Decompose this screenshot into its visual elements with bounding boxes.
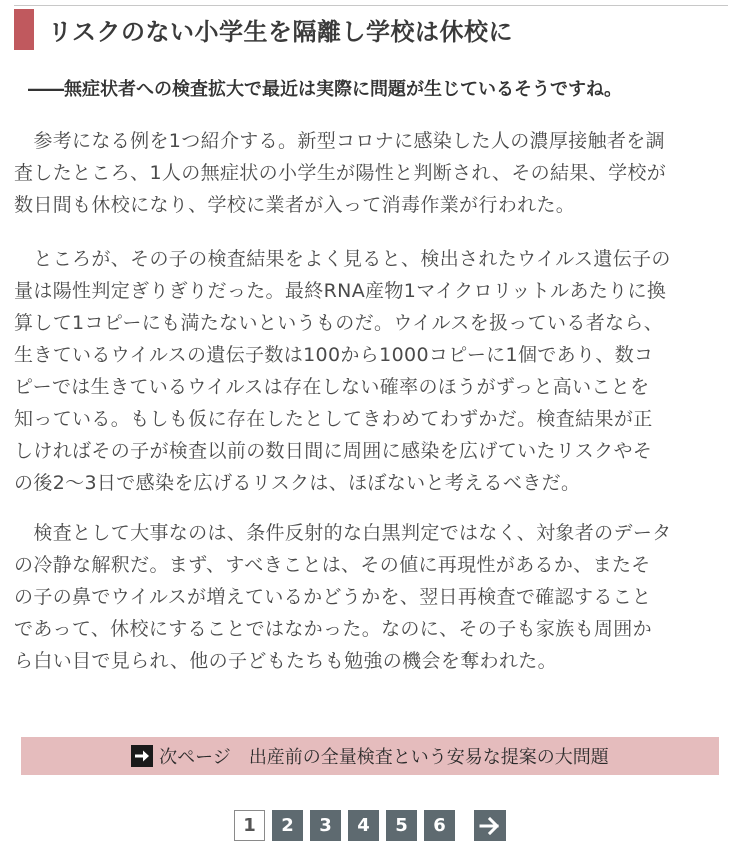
- paragraph-line: であって、休校にすることではなかった。なのに、その子も家族も周囲か: [14, 618, 652, 640]
- paragraph-line: 検査として大事なのは、条件反射的な白黒判定ではなく、対象者のデータ: [14, 522, 672, 544]
- paragraph-line: 数日間も休校になり、学校に業者が入って消毒作業が行われた。: [14, 194, 576, 216]
- paragraph-2: [14, 243, 728, 499]
- section-heading: [14, 9, 728, 50]
- next-page-title: 出産前の全量検査という安易な提案の大問題: [248, 747, 609, 768]
- paragraph-3: [14, 517, 728, 677]
- interview-question: ――無症状者への検査拡大で最近は実際に問題が生じているそうですね。: [28, 79, 622, 100]
- paragraph-line: の冷静な解釈だ。まず、すべきことは、その値に再現性があるか、またそ: [14, 554, 651, 576]
- pagination-next-button[interactable]: [474, 810, 506, 841]
- page-4-link[interactable]: 4: [348, 810, 379, 841]
- paragraph-line: の後2～3日で感染を広げるリスクは、ほぼないと考えるべきだ。: [14, 472, 581, 494]
- next-page-link[interactable]: [21, 737, 719, 775]
- next-page-label: [159, 743, 609, 769]
- paragraph-line: 算して1コピーにも満たないというものだ。ウイルスを扱っている者なら、: [14, 312, 664, 334]
- page-2-link[interactable]: 2: [272, 810, 303, 841]
- top-divider: [14, 5, 728, 6]
- pagination: [0, 810, 742, 843]
- paragraph-line: 参考になる例を1つ紹介する。新型コロナに感染した人の濃厚接触者を調: [14, 130, 665, 152]
- paragraph-line: しければその子が検査以前の数日間に周囲に感染を広げていたリスクやそ: [14, 440, 653, 462]
- paragraph-line: 量は陽性判定ぎりぎりだった。最終RNA産物1マイクロリットルあたりに換: [14, 280, 667, 302]
- arrow-right-icon: [479, 816, 501, 836]
- arrow-right-icon: [131, 745, 153, 767]
- paragraph-line: ところが、その子の検査結果をよく見ると、検出されたウイルス遺伝子の: [14, 248, 671, 270]
- paragraph-line: 生きているウイルスの遺伝子数は100から1000コピーに1個であり、数コ: [14, 344, 654, 366]
- heading-accent-bar: [14, 9, 34, 50]
- section-heading-text: リスクのない小学生を隔離し学校は休校に: [48, 18, 514, 46]
- paragraph-line: 知っている。もしも仮に存在したとしてきわめてわずかだ。検査結果が正: [14, 408, 653, 430]
- page-6-link[interactable]: 6: [424, 810, 455, 841]
- paragraph-1: [14, 125, 728, 221]
- paragraph-line: ら白い目で見られ、他の子どもたちも勉強の機会を奪われた。: [14, 650, 557, 672]
- paragraph-line: の子の鼻でウイルスが増えているかどうかを、翌日再検査で確認すること: [14, 586, 652, 608]
- page-3-link[interactable]: 3: [310, 810, 341, 841]
- paragraph-line: 査したところ、1人の無症状の小学生が陽性と判断され、その結果、学校が: [14, 162, 667, 184]
- next-page-prefix: 次ページ: [159, 747, 231, 768]
- paragraph-line: ピーでは生きているウイルスは存在しない確率のほうがずっと高いことを: [14, 376, 650, 398]
- page-1-current[interactable]: 1: [234, 810, 265, 841]
- page-5-link[interactable]: 5: [386, 810, 417, 841]
